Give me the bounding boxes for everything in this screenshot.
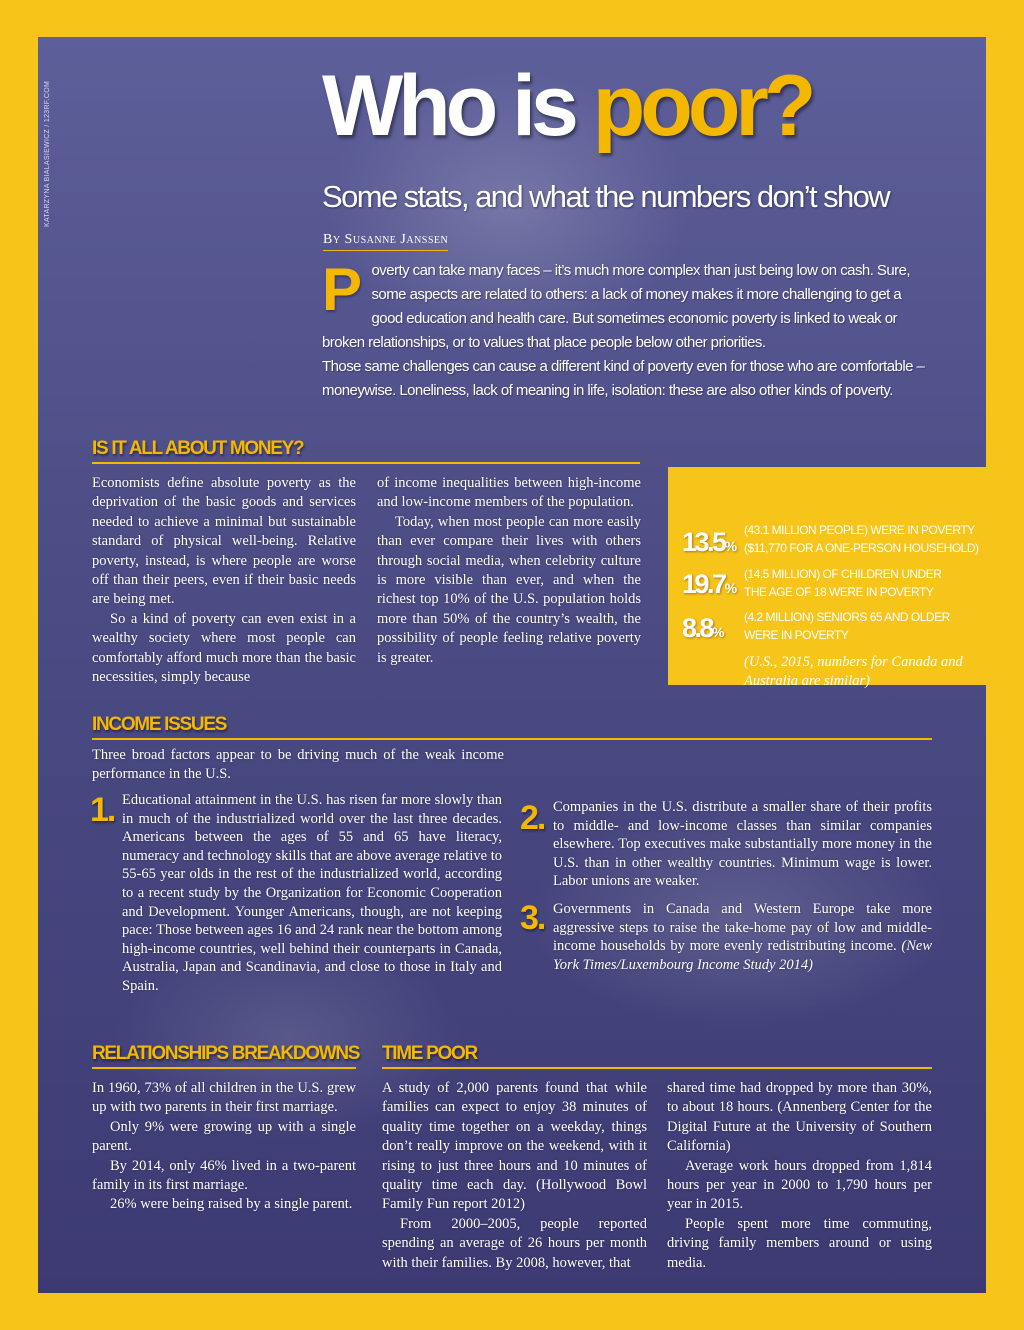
- intro-text-2: Those same challenges can cause a different kind of poverty even for those who are comfortable – moneywise. Loneliness, lack of meaning in life, isolation: these are also other kinds of poverty.: [322, 358, 925, 399]
- time-poor-paragraph: From 2000–2005, people reported spending an average of 26 hours per month with their families. By 2008, however, that: [382, 1215, 647, 1271]
- stat-value: 8.8%: [682, 613, 724, 643]
- photo-credit: KATARZYNA BIALASIEWICZ / 123RF.COM: [44, 80, 51, 227]
- section-heading-relationships: RELATIONSHIPS BREAKDOWNS: [92, 1043, 356, 1069]
- list-number: 3.: [520, 899, 545, 937]
- article-subtitle: Some stats, and what the numbers don’t show: [322, 179, 890, 214]
- money-paragraph: Economists define absolute poverty as the deprivation of the basic goods and services needed to achieve a minimal but sustainable standard of physical well-being. Relative poverty, instead, is where people are worse off than their peers, even if their basic needs are being met.: [92, 475, 356, 608]
- section-heading-income: INCOME ISSUES: [92, 714, 932, 740]
- stat-description: (14.5 MILLION) OF CHILDREN UNDER THE AGE OF 18 WERE IN POVERTY: [744, 567, 942, 599]
- byline: By Susanne Janssen: [323, 232, 448, 251]
- stats-note: (U.S., 2015, numbers for Canada and Australia are similar): [744, 654, 963, 689]
- relationships-paragraph: In 1960, 73% of all children in the U.S. grew up with two parents in their first marriage.: [92, 1080, 356, 1116]
- income-lead: Three broad factors appear to be driving much of the weak income performance in the U.S.: [92, 747, 504, 783]
- relationships-paragraph: Only 9% were growing up with a single parent.: [92, 1118, 356, 1155]
- stat-value: 19.7%: [682, 569, 737, 599]
- income-item-3-text: Governments in Canada and Western Europe take more aggressive steps to raise the take-home pay of low and middle-income households by more evenly redistributing income.: [553, 901, 932, 955]
- time-poor-column-1: [382, 1079, 647, 1273]
- time-poor-paragraph: People spent more time commuting, driving family members around or using media.: [667, 1215, 932, 1271]
- title-part-1: Who is: [322, 58, 593, 154]
- relationships-paragraph: 26% were being raised by a single parent.: [110, 1196, 353, 1213]
- article-title: [322, 58, 812, 154]
- money-column-2: [377, 474, 641, 668]
- section-heading-time-poor: TIME POOR: [382, 1043, 932, 1069]
- money-paragraph: So a kind of poverty can even exist in a wealthy society where most people can comfortably afford much more than the basic necessities, simply because: [92, 610, 356, 686]
- income-item-2: Companies in the U.S. distribute a smaller share of their profits to middle- and low-income classes than similar companies elsewhere. Top executives make substantially more money in the U.S. than in other wealthy countries. Minimum wage is lower. Labor unions are weaker.: [553, 799, 932, 890]
- time-poor-paragraph: A study of 2,000 parents found that while families can expect to enjoy 38 minutes of quality time together on a weekday, things don’t really improve on the weekend, with it rising to just three hours and 10 minutes of quality time each day. (Hollywood Bowl Family Fun report 2012): [382, 1080, 647, 1213]
- relationships-column: [92, 1079, 356, 1215]
- time-poor-paragraph: Average work hours dropped from 1,814 hours per year in 2000 to 1,790 hours per year in 2015.: [667, 1157, 932, 1213]
- income-item-3: [553, 900, 932, 974]
- article-page: [38, 37, 986, 1293]
- intro-paragraph: [322, 256, 934, 403]
- income-item-1: Educational attainment in the U.S. has risen far more slowly than in much of the industrialized world over the last three decades. Americans between the ages of 55 and 65 have literacy, numeracy and technology skills that are above average relative to 55-65 year olds in the rest of the industrialized world, according to a recent study by the Organization for Economic Cooperation and Development. Younger Americans, though, are not keeping pace: Those between ages 16 and 24 rank near the bottom among high-income countries, well behind their counterparts in Canada, Australia, Japan and Scandinavia, and close to those in Italy and Spain.: [122, 792, 502, 994]
- list-number: 2.: [520, 799, 545, 837]
- stat-description: (4.2 MILLION) SENIORS 65 AND OLDER WERE IN POVERTY: [744, 610, 950, 642]
- time-poor-column-2: [667, 1079, 932, 1273]
- list-number: 1.: [90, 791, 115, 829]
- stats-box: [668, 467, 986, 689]
- relationships-paragraph: By 2014, only 46% lived in a two-parent family in its first marriage.: [92, 1157, 356, 1194]
- section-heading-money: IS IT ALL ABOUT MONEY?: [92, 438, 640, 464]
- money-paragraph: Today, when most people can more easily than ever compare their lives with others through social media, when celebrity culture is more visible than ever, and when the richest top 10% of the U.S. population holds more than 50% of the country’s wealth, the possibility of people feeling relative poverty is greater.: [377, 513, 641, 666]
- income-source: (New York Times/Luxembourg Income Study 2014): [553, 938, 933, 973]
- money-paragraph: of income inequalities between high-income and low-income members of the population.: [377, 475, 641, 511]
- title-part-2: poor?: [592, 58, 812, 154]
- money-column-1: [92, 474, 356, 687]
- stat-value: 13.5%: [682, 527, 737, 557]
- intro-text: overty can take many faces – it’s much more complex than just being low on cash. Sure, some aspects are related to others: a lack of money makes it more challenging to get a good education and health care. But sometimes economic poverty is linked to weak or broken relationships, or to values that place people below other priorities.: [322, 262, 911, 351]
- drop-cap: P: [322, 256, 362, 323]
- stat-description: (43.1 MILLION PEOPLE) WERE IN POVERTY ($11,770 FOR A ONE-PERSON HOUSEHOLD): [744, 523, 979, 555]
- time-poor-paragraph: shared time had dropped by more than 30%, to about 18 hours. (Annenberg Center for the Digital Future at the University of Southern California): [667, 1080, 932, 1155]
